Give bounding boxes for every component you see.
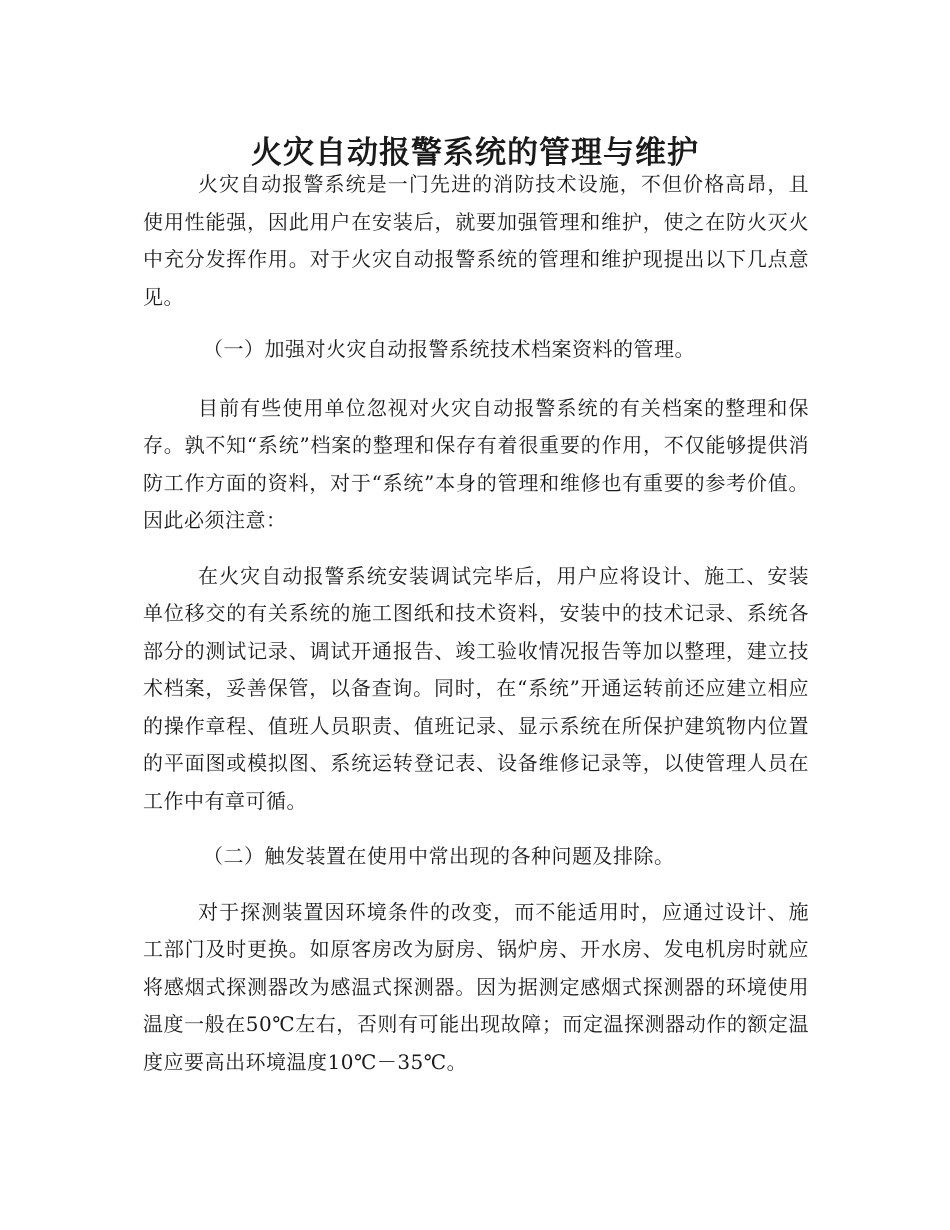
paragraph-archives-steps: 在火灾自动报警系统安装调试完毕后，用户应将设计、施工、安装单位移交的有关系统的施工图纸和技术资料，安装中的技术记录、系统各部分的测试记录、调试开通报告、竣工验收情况报告等加以整理，建立技术档案，妥善保管，以备查询。同时，在“系统”开通运转前还应建立相应的操作章程、值班人员职责、值班记录、显示系统在所保护建筑物内位置的平面图或模拟图、系统运转登记表、设备维修记录等，以使管理人员在工作中有章可循。 [143,563,809,813]
document-body [143,166,809,1081]
section-heading-2: （二）触发装置在使用中常出现的各种问题及排除。 [203,844,675,868]
document-title: 火灾自动报警系统的管理与维护 [251,134,699,171]
section-heading-1: （一）加强对火灾自动报警系统技术档案资料的管理。 [203,337,695,361]
intro-paragraph: 火灾自动报警系统是一门先进的消防技术设施，不但价格高昂，且使用性能强，因此用户在安装后，就要加强管理和维护，使之在防火灭火中充分发挥作用。对于火灾自动报警系统的管理和维护现提出以下几点意见。 [143,172,809,309]
paragraph-archives-importance: 目前有些使用单位忽视对火灾自动报警系统的有关档案的整理和保存。孰不知“系统”档案的整理和保存有着很重要的作用，不仅能够提供消防工作方面的资料，对于“系统”本身的管理和维修也有重要的参考价值。因此必须注意： [143,395,809,532]
paragraph-detector-replacement: 对于探测装置因环境条件的改变，而不能适用时，应通过设计、施工部门及时更换。如原客房改为厨房、锅炉房、开水房、发电机房时就应将感烟式探测器改为感温式探测器。因为据测定感烟式探测器的环境使用温度一般在50℃左右，否则有可能出现故障；而定温探测器动作的额定温度应要高出环境温度10℃－35℃。 [143,899,809,1074]
